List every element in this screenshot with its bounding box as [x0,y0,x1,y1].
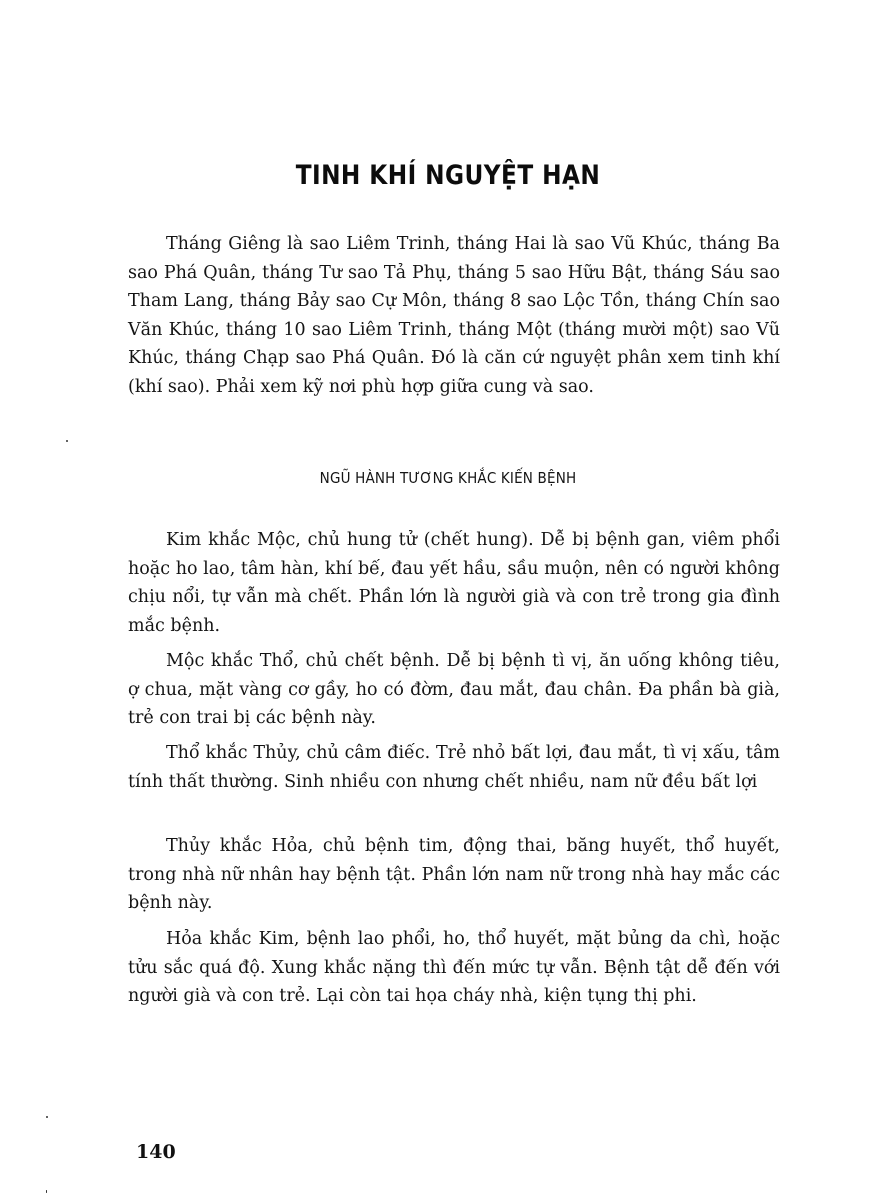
paragraph-tho-khac-thuy: Thổ khắc Thủy, chủ câm điếc. Trẻ nhỏ bất lợi, đau mắt, tì vị xấu, tâm tính thất thường. Sinh nhiều con nhưng chết nhiều, nam nữ đều bất lợi [128,743,780,792]
scan-speck [66,440,68,442]
page-title: TINH KHÍ NGUYỆT HẠN [295,160,601,191]
paragraph-moc-khac-tho: Mộc khắc Thổ, chủ chết bệnh. Dễ bị bệnh tì vị, ăn uống không tiêu, ợ chua, mặt vàng cơ gầy, ho có đờm, đau mắt, đau chân. Đa phần bà già, trẻ con trai bị các bệnh này. [128,651,780,728]
scan-speck [46,1190,47,1193]
paragraph-thuy-khac-hoa: Thủy khắc Hỏa, chủ bệnh tim, động thai, băng huyết, thổ huyết, trong nhà nữ nhân hay bệnh tật. Phần lớn nam nữ trong nhà hay mắc các bệnh này. [128,836,780,913]
paragraph-hoa-khac-kim: Hỏa khắc Kim, bệnh lao phổi, ho, thổ huyết, mặt bủng da chì, hoặc tửu sắc quá độ. Xung khắc nặng thì đến mức tự vẫn. Bệnh tật dễ đến với người già và con trẻ. Lại còn tai họa cháy nhà, kiện tụng thị phi. [128,929,780,1006]
paragraph-kim-khac-moc: Kim khắc Mộc, chủ hung tử (chết hung). Dễ bị bệnh gan, viêm phổi hoặc ho lao, tâm hàn, khí bế, đau yết hầu, sầu muộn, nên có người không chịu nổi, tự vẫn mà chết. Phần lớn là người già và con trẻ trong gia đình mắc bệnh. [128,530,780,636]
page-number: 140 [136,1141,176,1163]
scan-speck [46,1116,48,1118]
intro-paragraph: Tháng Giêng là sao Liêm Trinh, tháng Hai là sao Vũ Khúc, tháng Ba sao Phá Quân, tháng Tư sao Tả Phụ, tháng 5 sao Hữu Bật, tháng Sáu sao Tham Lang, tháng Bảy sao Cự Môn, tháng 8 sao Lộc Tồn, tháng Chín sao Văn Khúc, tháng 10 sao Liêm Trinh, tháng Một (tháng mười một) sao Vũ Khúc, tháng Chạp sao Phá Quân. Đó là căn cứ nguyệt phân xem tinh khí (khí sao). Phải xem kỹ nơi phù hợp giữa cung và sao. [128,234,780,397]
section-subtitle: NGŨ HÀNH TƯƠNG KHẮC KIẾN BỆNH [319,469,577,487]
